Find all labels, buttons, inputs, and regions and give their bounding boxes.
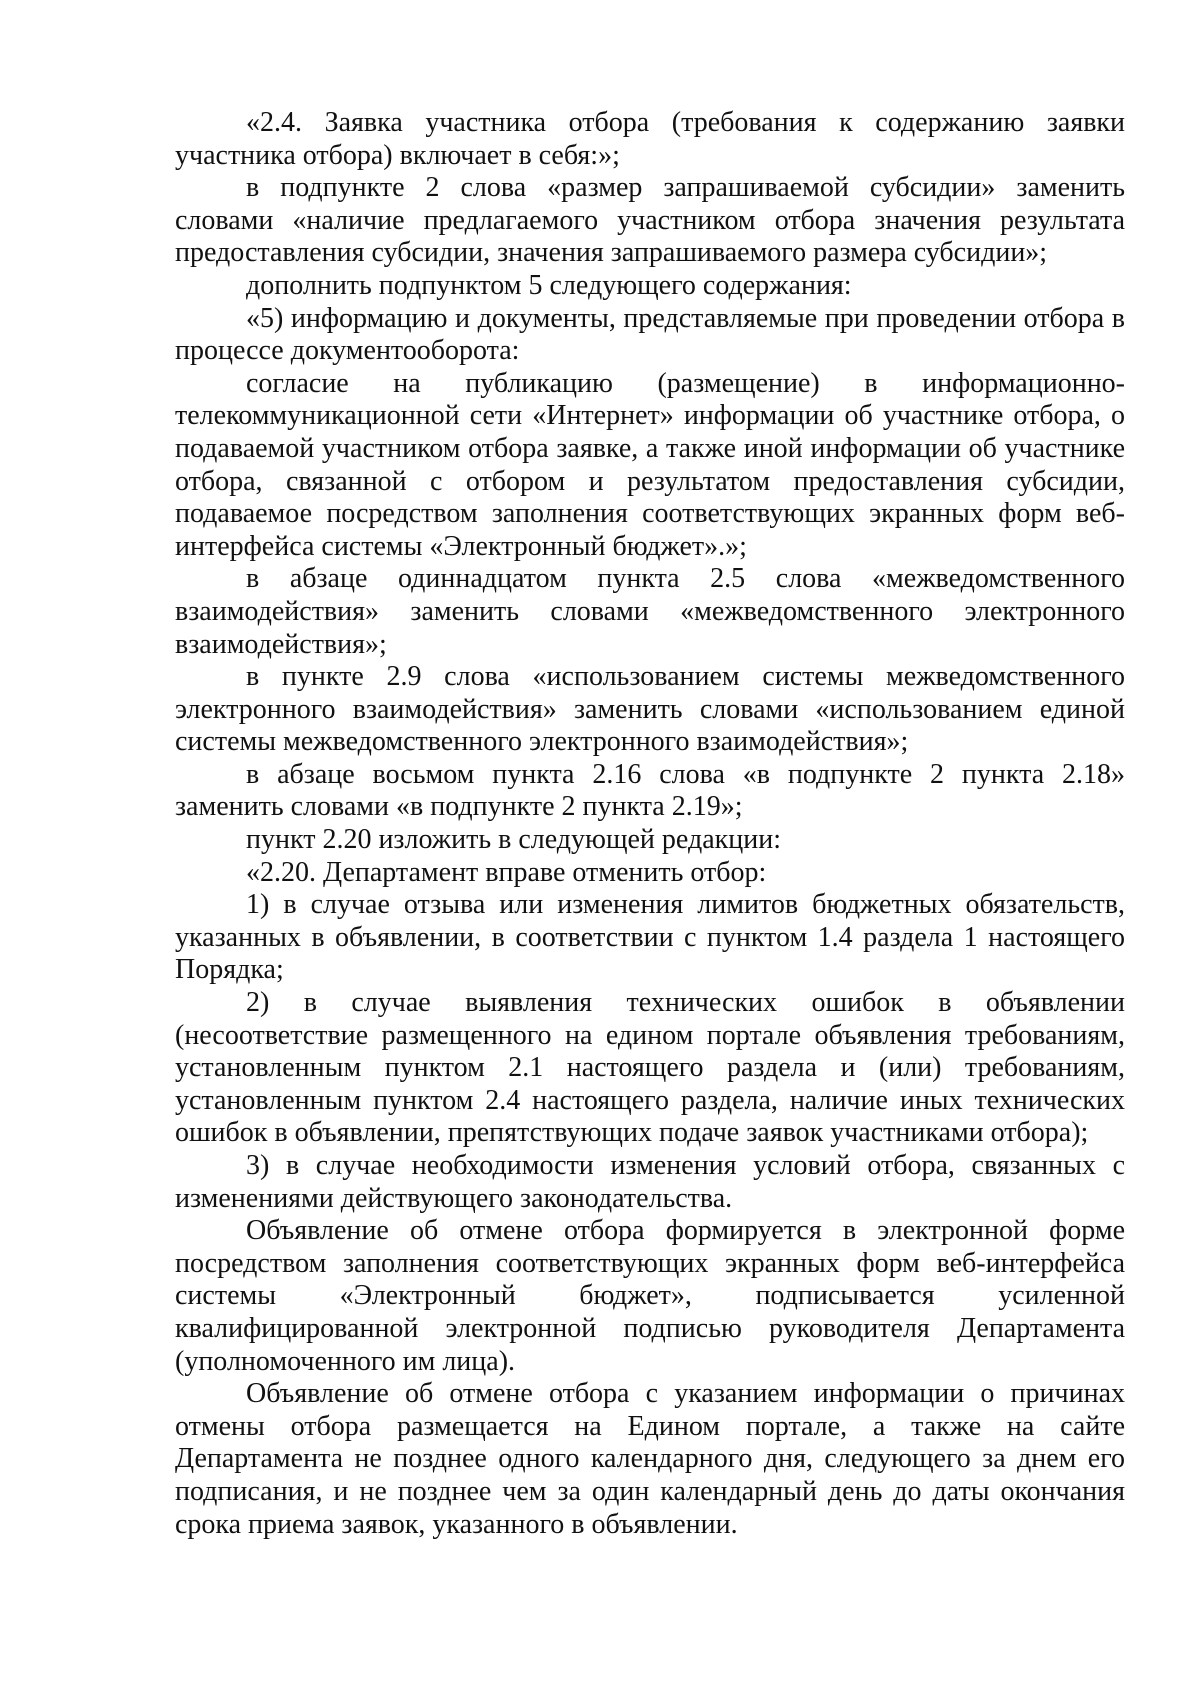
paragraph-cancel-notice-form: Объявление об отмене отбора формируется в электронной форме посредством заполнения соответствующих экранных форм веб-интерфейса системы «Электронный бюджет», подписывается усиленной квалифицированной электронной подписью руководителя Департамента (уполномоченного им лица). — [175, 1215, 1125, 1377]
paragraph-add-subitem-5: дополнить подпунктом 5 следующего содержания: — [246, 269, 852, 301]
paragraph-consent-publication: согласие на публикацию (размещение) в информационно-телекоммуникационной сети «Интернет» информации об участнике отбора, о подаваемой участником отбора заявке, а также иной информации об участнике отбора, связанной с отбором и результатом предоставления субсидии, подаваемое посредством заполнения соответствующих экранных форм веб-интерфейса системы «Электронный бюджет».»; — [175, 367, 1125, 562]
paragraph-item-2-9-amendment: в пункте 2.9 слова «использованием системы межведомственного электронного взаимодействия» заменить словами «использованием единой системы межведомственного электронного взаимодействия»; — [175, 661, 1125, 758]
paragraph-item-2-16-amendment: в абзаце восьмом пункта 2.16 слова «в подпункте 2 пункта 2.18» заменить словами «в подпункте 2 пункта 2.19»; — [175, 758, 1125, 823]
paragraph-subitem-2-amendment: в подпункте 2 слова «размер запрашиваемой субсидии» заменить словами «наличие предлагаемого участником отбора значения результата предоставления субсидии, значения запрашиваемого размера субсидии»; — [175, 172, 1125, 269]
paragraph-cancel-case-3: 3) в случае необходимости изменения условий отбора, связанных с изменениями действующего законодательства. — [175, 1150, 1125, 1214]
paragraph-cancel-case-1: 1) в случае отзыва или изменения лимитов бюджетных обязательств, указанных в объявлении, в соответствии с пунктом 1.4 раздела 1 настоящего Порядка; — [175, 889, 1125, 986]
paragraph-cancel-notice-publication: Объявление об отмене отбора с указанием информации о причинах отмены отбора размещается на Едином портале, а также на сайте Департамента не позднее одного календарного дня, следующего за днем его подписания, и не позднее чем за один календарный день до даты окончания срока приема заявок, указанного в объявлении. — [175, 1378, 1125, 1540]
paragraph-item-2-20-header: «2.20. Департамент вправе отменить отбор: — [246, 856, 767, 888]
paragraph-2-4-header: «2.4. Заявка участника отбора (требования к содержанию заявки участника отбора) включает в себя:»; — [175, 107, 1125, 171]
paragraph-item-2-20-new-edition: пункт 2.20 изложить в следующей редакции: — [246, 824, 781, 856]
paragraph-cancel-case-2: 2) в случае выявления технических ошибок в объявлении (несоответствие размещенного на едином портале объявления требованиям, установленным пунктом 2.1 настоящего раздела и (или) требованиям, установленным пунктом 2.4 настоящего раздела, наличие иных технических ошибок в объявлении, препятствующих подаче заявок участниками отбора); — [175, 987, 1125, 1149]
paragraph-item-2-5-amendment: в абзаце одиннадцатом пункта 2.5 слова «межведомственного взаимодействия» заменить словами «межведомственного электронного взаимодействия»; — [175, 563, 1125, 660]
paragraph-subitem-5-text: «5) информацию и документы, представляемые при проведении отбора в процессе документооборота: — [175, 302, 1125, 367]
document-body — [175, 107, 1125, 1541]
